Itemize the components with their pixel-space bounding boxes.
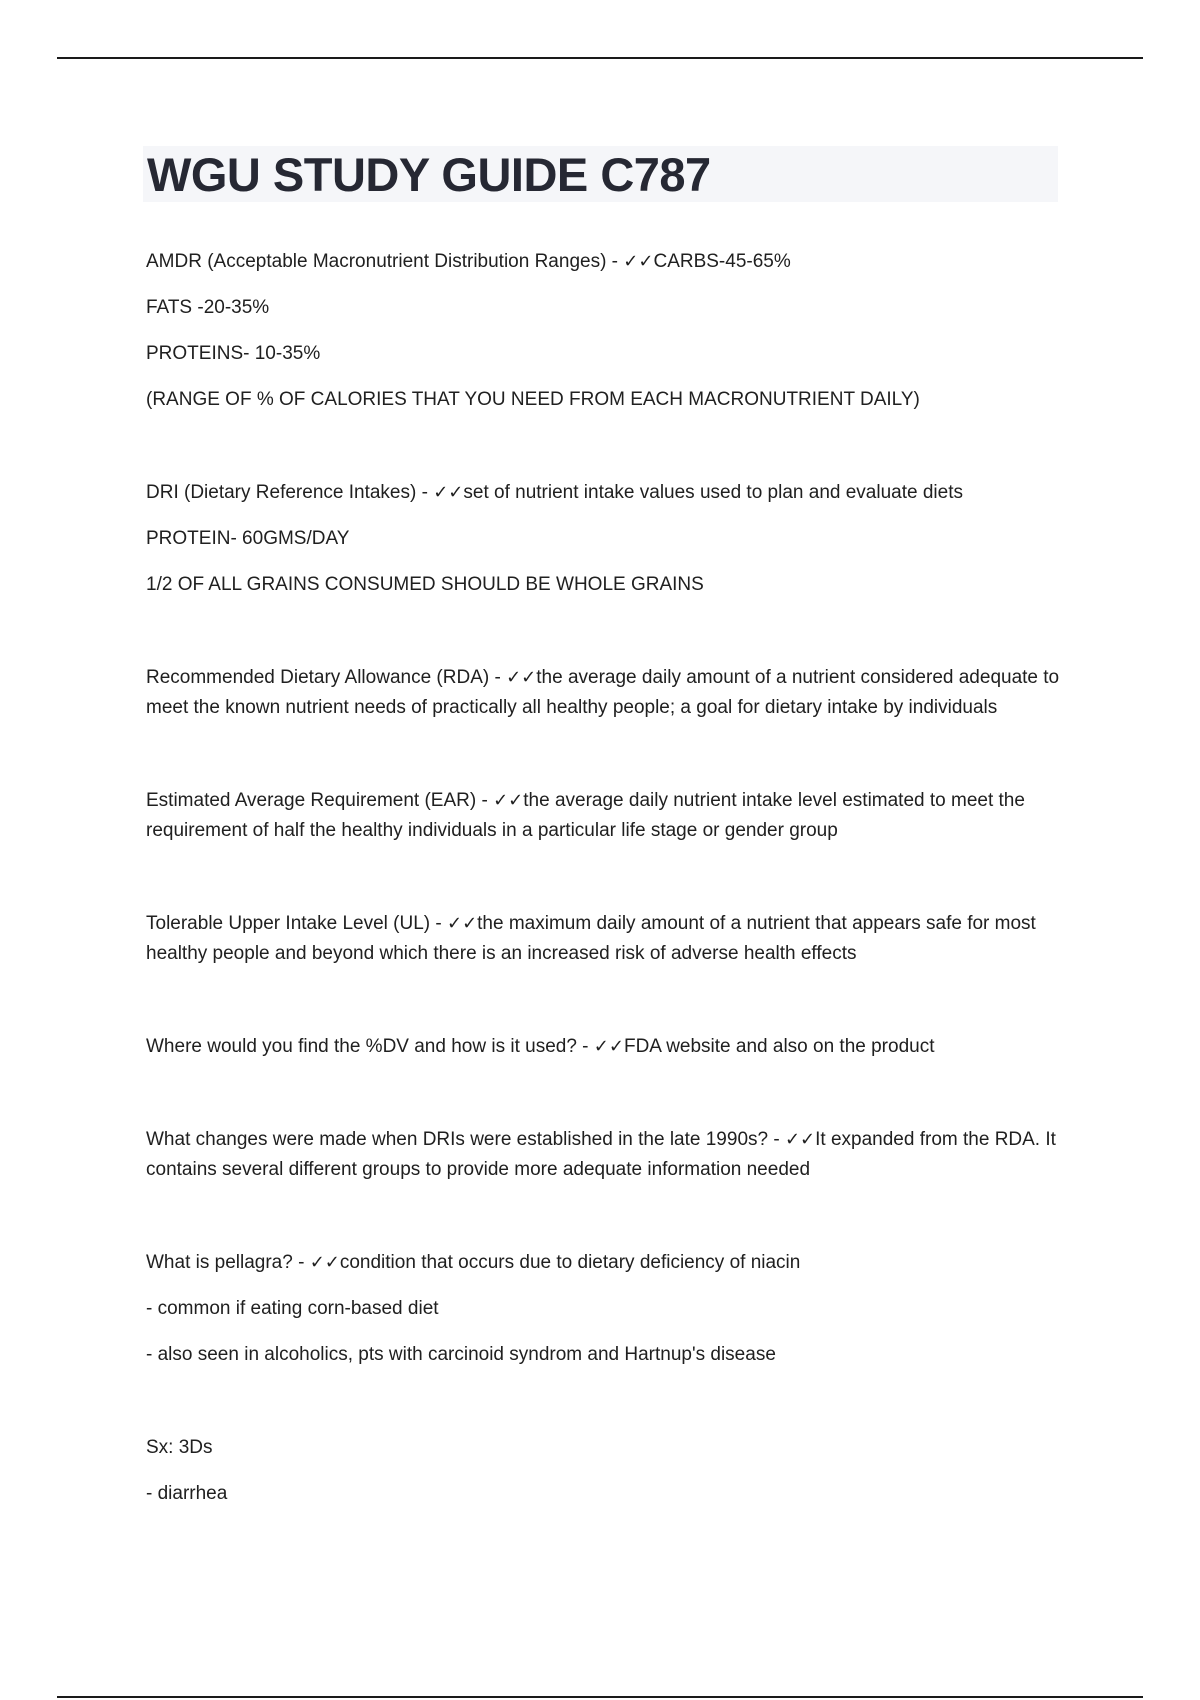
double-check-icon: ✓✓ (433, 482, 464, 503)
entry-note: (RANGE OF % OF CALORIES THAT YOU NEED FROM EACH MACRONUTRIENT DAILY) (146, 389, 920, 410)
entry-answer: FDA website and also on the product (623, 1036, 935, 1057)
double-check-icon: ✓✓ (593, 1036, 624, 1057)
entry-term: DRI (Dietary Reference Intakes) - (146, 482, 434, 503)
entry-term: Tolerable Upper Intake Level (UL) - (146, 913, 447, 934)
entry-term: Estimated Average Requirement (EAR) - (146, 790, 494, 811)
double-check-icon: ✓✓ (309, 1252, 340, 1273)
entry-answer: the average daily amount of a nutrient considered adequate to meet the known nutrient needs of practically all healthy people; a goal for dietary intake by individuals (146, 667, 1060, 718)
entry-note: FATS -20-35% (146, 297, 270, 318)
entry-pellagra (146, 1248, 1064, 1370)
entry-note: Sx: 3Ds (146, 1437, 213, 1458)
study-guide-content (146, 247, 1064, 1509)
entry-question (146, 1248, 1064, 1278)
entry-note: 1/2 OF ALL GRAINS CONSUMED SHOULD BE WHOLE GRAINS (146, 574, 704, 595)
entry-dri (146, 478, 1064, 600)
title-banner (143, 146, 1058, 202)
double-check-icon: ✓✓ (446, 913, 478, 934)
bottom-rule (57, 1696, 1143, 1698)
entry-ul (146, 909, 1064, 969)
entry-dri-changes (146, 1125, 1064, 1185)
double-check-icon: ✓✓ (493, 790, 524, 811)
entry-question (146, 1032, 1064, 1062)
entry-note: - also seen in alcoholics, pts with carcinoid syndrom and Hartnup's disease (146, 1344, 776, 1365)
entry-answer: CARBS-45-65% (653, 251, 791, 272)
entry-note: - common if eating corn-based diet (146, 1298, 439, 1319)
entry-answer: the maximum daily amount of a nutrient that appears safe for most healthy people and beyond which there is an increased risk of adverse health effects (146, 913, 1036, 964)
entry-question (146, 247, 1064, 277)
entry-question (146, 786, 1064, 846)
entry-note: - diarrhea (146, 1483, 228, 1504)
entry-question (146, 1125, 1064, 1185)
double-check-icon: ✓✓ (623, 251, 654, 272)
entry-rda (146, 663, 1064, 723)
entry-answer: It expanded from the RDA. It contains several different groups to provide more adequate information needed (146, 1129, 1056, 1180)
entry-question (146, 478, 1064, 508)
entry-term: AMDR (Acceptable Macronutrient Distribution Ranges) - (146, 251, 624, 272)
entry-amdr (146, 247, 1064, 415)
entry-answer: the average daily nutrient intake level estimated to meet the requirement of half the healthy individuals in a particular life stage or gender group (146, 790, 1025, 841)
entry-answer: set of nutrient intake values used to plan and evaluate diets (463, 482, 963, 503)
entry-answer: condition that occurs due to dietary deficiency of niacin (339, 1252, 801, 1273)
top-rule (57, 57, 1143, 59)
entry-term: Recommended Dietary Allowance (RDA) - (146, 667, 507, 688)
page-title: WGU STUDY GUIDE C787 (147, 147, 711, 201)
entry-dv (146, 1032, 1064, 1062)
entry-ear (146, 786, 1064, 846)
entry-term: What changes were made when DRIs were established in the late 1990s? - (146, 1129, 785, 1150)
entry-question (146, 663, 1064, 723)
entry-term: Where would you find the %DV and how is it used? - (146, 1036, 594, 1057)
entry-term: What is pellagra? - (146, 1252, 310, 1273)
double-check-icon: ✓✓ (784, 1129, 816, 1150)
entry-note: PROTEINS- 10-35% (146, 343, 321, 364)
entry-question (146, 909, 1064, 969)
entry-symptoms (146, 1433, 1064, 1509)
entry-note: PROTEIN- 60GMS/DAY (146, 528, 350, 549)
double-check-icon: ✓✓ (506, 667, 537, 688)
